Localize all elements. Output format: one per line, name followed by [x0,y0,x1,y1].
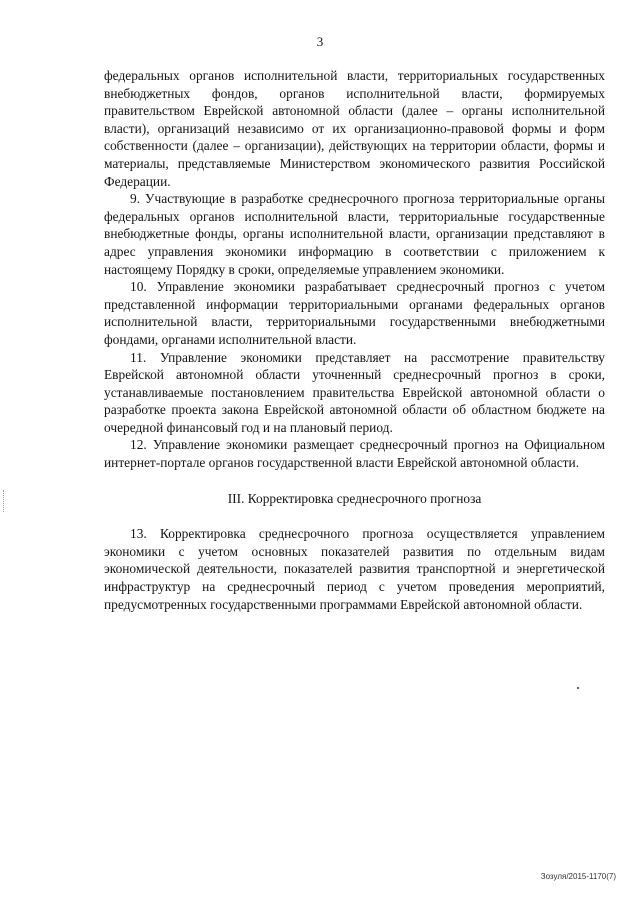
footer-code: Зозуля/2015-1170(7) [540,872,616,881]
margin-mark [3,490,5,512]
paragraph-continuation: федеральных органов исполнительной власти, территориальных государственных внебюджетных фондов, органов исполнительной власти, формируемых правительством Еврейской автономной области (далее – органы исполнительной власти), организаций независимо от их организационно-правовой формы и форм собственности (далее – организации), действующих на территории области, формы и материалы, представляемые Министерством экономического развития Российской Федерации. [104,68,605,189]
paragraph-10: 10. Управление экономики разрабатывает среднесрочный прогноз с учетом представленной информации территориальными органами федеральных органов исполнительной власти, территориальными государственными внебюджетными фондами, органами исполнительной власти. [104,279,605,347]
paragraph-12: 12. Управление экономики размещает среднесрочный прогноз на Официальном интернет-портале органов государственной власти Еврейской автономной области. [104,437,605,471]
scan-speck [577,687,579,689]
page-number: 3 [316,34,324,49]
section-heading: III. Корректировка среднесрочного прогноза [227,490,482,506]
paragraph-11: 11. Управление экономики представляет на рассмотрение правительству Еврейской автономной области уточненный среднесрочный прогноз в сроки, устанавливаемые постановлением правительства Еврейской автономной области о разработке проекта закона Еврейской автономной области об областном бюджете на очередной финансовый год и на плановый период. [104,349,605,435]
document-body [104,67,605,613]
paragraph-13: 13. Корректировка среднесрочного прогноза осуществляется управлением экономики с учетом основных показателей развития по отдельным видам экономической деятельности, показателей развития транспортной и энергетической инфраструктур на среднесрочный период с учетом проведения мероприятий, предусмотренных государственными программами Еврейской автономной области. [104,526,605,612]
paragraph-9: 9. Участвующие в разработке среднесрочного прогноза территориальные органы федеральных органов исполнительной власти, территориальные государственные внебюджетные фонды, органы исполнительной власти, организации представляют в адрес управления экономики информацию в соответствии с приложением к настоящему Порядку в сроки, определяемые управлением экономики. [104,191,605,277]
